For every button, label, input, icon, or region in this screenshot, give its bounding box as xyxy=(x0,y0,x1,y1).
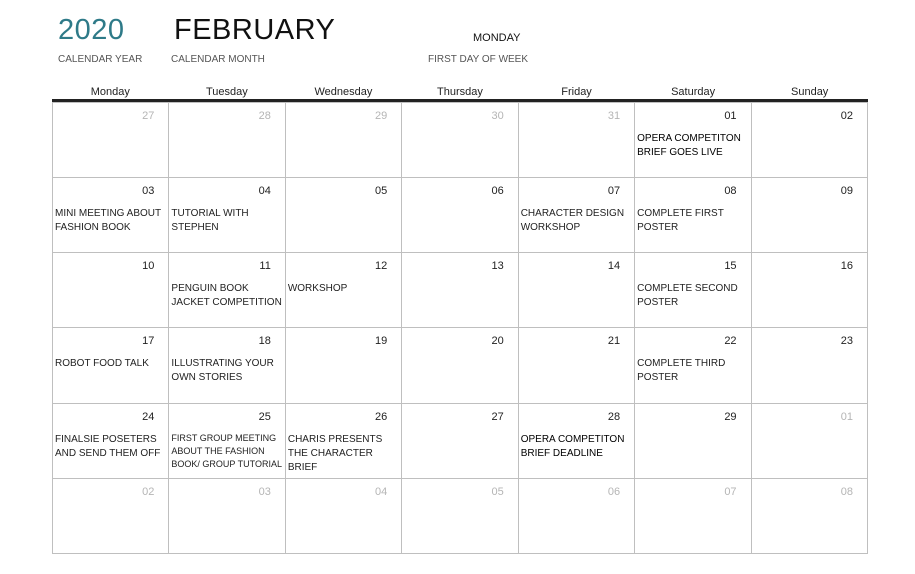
day-number: 28 xyxy=(258,110,271,122)
day-number: 29 xyxy=(724,410,737,423)
day-number: 30 xyxy=(491,110,504,122)
day-cell[interactable] xyxy=(519,252,635,327)
day-cell[interactable] xyxy=(286,102,402,177)
day-number: 18 xyxy=(258,335,271,348)
day-cell[interactable] xyxy=(286,252,402,327)
day-cell[interactable] xyxy=(635,478,751,553)
weekday-monday: Monday xyxy=(90,86,130,98)
day-cell[interactable] xyxy=(53,102,169,177)
day-cell[interactable] xyxy=(752,327,868,402)
day-number: 17 xyxy=(142,335,155,348)
day-number: 02 xyxy=(840,110,853,122)
day-cell[interactable] xyxy=(402,327,518,402)
day-number: 01 xyxy=(840,410,853,423)
day-number: 20 xyxy=(491,335,504,348)
day-number: 15 xyxy=(724,260,737,273)
day-cell[interactable] xyxy=(752,177,868,252)
event-text[interactable]: PENGUIN BOOK JACKET COMPETITION xyxy=(171,283,282,309)
day-number: 27 xyxy=(491,410,504,423)
day-cell[interactable] xyxy=(402,177,518,252)
day-cell[interactable] xyxy=(519,403,635,478)
day-cell[interactable] xyxy=(169,403,285,478)
day-cell[interactable] xyxy=(286,177,402,252)
day-number: 31 xyxy=(607,110,621,122)
day-number: 07 xyxy=(607,185,621,198)
day-cell[interactable] xyxy=(402,252,518,327)
day-number: 08 xyxy=(840,485,853,498)
day-cell[interactable] xyxy=(635,102,751,177)
day-number: 27 xyxy=(142,110,155,122)
day-cell[interactable] xyxy=(53,252,169,327)
day-number: 03 xyxy=(258,485,271,498)
event-text[interactable]: OPERA COMPETITON BRIEF GOES LIVE xyxy=(637,133,741,158)
day-number: 05 xyxy=(375,185,388,198)
day-cell[interactable] xyxy=(286,327,402,402)
day-cell[interactable] xyxy=(169,102,285,177)
day-cell[interactable] xyxy=(53,327,169,402)
day-cell[interactable] xyxy=(169,478,285,553)
day-number: 28 xyxy=(607,410,621,423)
day-cell[interactable] xyxy=(53,478,169,553)
first-day-of-week[interactable]: MONDAY xyxy=(473,32,521,44)
day-number: 05 xyxy=(491,485,504,498)
day-cell[interactable] xyxy=(286,403,402,478)
calendar-year[interactable]: 2020 xyxy=(58,14,125,46)
day-number: 07 xyxy=(724,485,737,498)
event-text[interactable]: WORKSHOP xyxy=(287,283,348,295)
event-text[interactable]: FINALSIE POSETERS AND SEND THEM OFF xyxy=(55,433,161,459)
calendar-grid xyxy=(52,102,868,554)
day-cell[interactable] xyxy=(402,478,518,553)
event-text[interactable]: COMPLETE SECOND POSTER xyxy=(637,283,738,309)
day-number: 26 xyxy=(375,410,388,423)
day-number: 14 xyxy=(607,260,621,273)
day-number: 03 xyxy=(142,185,155,198)
weekday-tuesday: Tuesday xyxy=(205,86,248,98)
day-cell[interactable] xyxy=(752,252,868,327)
event-text[interactable]: FIRST GROUP MEETING ABOUT THE FASHION BOOK/ GROUP TUTORIAL xyxy=(171,432,282,469)
day-cell[interactable] xyxy=(169,177,285,252)
event-text[interactable]: ROBOT FOOD TALK xyxy=(55,358,149,370)
event-text[interactable]: COMPLETE THIRD POSTER xyxy=(637,358,726,384)
day-cell[interactable] xyxy=(286,478,402,553)
day-number: 12 xyxy=(375,260,388,273)
day-number: 09 xyxy=(840,185,853,198)
day-number: 11 xyxy=(259,260,271,273)
event-text[interactable]: TUTORIAL WITH STEPHEN xyxy=(171,208,249,234)
day-cell[interactable] xyxy=(519,102,635,177)
day-number: 19 xyxy=(375,335,388,348)
day-number: 06 xyxy=(607,485,621,498)
event-text[interactable]: OPERA COMPETITON BRIEF DEADLINE xyxy=(520,433,625,459)
day-cell[interactable] xyxy=(752,102,868,177)
day-number: 21 xyxy=(607,335,621,348)
day-cell[interactable] xyxy=(53,177,169,252)
event-text[interactable]: MINI MEETING ABOUT FASHION BOOK xyxy=(55,208,161,234)
day-number: 13 xyxy=(491,260,504,273)
day-number: 23 xyxy=(840,335,853,348)
day-number: 29 xyxy=(375,110,388,122)
weekday-saturday: Saturday xyxy=(671,86,716,98)
weekday-header-row xyxy=(52,86,868,100)
day-cell[interactable] xyxy=(635,177,751,252)
day-number: 16 xyxy=(840,260,853,273)
day-number: 22 xyxy=(724,335,737,348)
day-cell[interactable] xyxy=(519,177,635,252)
weekday-wednesday: Wednesday xyxy=(314,86,373,98)
day-cell[interactable] xyxy=(635,403,751,478)
day-number: 01 xyxy=(724,110,737,122)
weekday-friday: Friday xyxy=(561,86,592,98)
day-cell[interactable] xyxy=(519,478,635,553)
day-cell[interactable] xyxy=(53,403,169,478)
day-number: 02 xyxy=(142,485,155,498)
day-number: 04 xyxy=(375,485,388,498)
day-cell[interactable] xyxy=(752,478,868,553)
day-number: 24 xyxy=(142,410,155,423)
day-cell[interactable] xyxy=(519,327,635,402)
event-text[interactable]: COMPLETE FIRST POSTER xyxy=(637,208,724,234)
day-cell[interactable] xyxy=(635,252,751,327)
day-cell[interactable] xyxy=(169,252,285,327)
calendar-month-label: CALENDAR MONTH xyxy=(171,54,265,65)
weekday-sunday: Sunday xyxy=(791,86,829,98)
weekday-thursday: Thursday xyxy=(437,86,483,98)
calendar-month[interactable]: FEBRUARY xyxy=(174,14,336,46)
day-number: 04 xyxy=(258,185,271,198)
day-cell[interactable] xyxy=(169,327,285,402)
day-cell[interactable] xyxy=(402,403,518,478)
day-cell[interactable] xyxy=(752,403,868,478)
day-cell[interactable] xyxy=(402,102,518,177)
first-day-of-week-label: FIRST DAY OF WEEK xyxy=(428,54,529,65)
day-number: 10 xyxy=(142,260,155,273)
day-cell[interactable] xyxy=(635,327,751,402)
day-number: 25 xyxy=(258,410,271,423)
day-number: 06 xyxy=(491,185,504,198)
event-text[interactable]: ILLUSTRATING YOUR OWN STORIES xyxy=(171,358,274,384)
calendar-year-label: CALENDAR YEAR xyxy=(58,54,143,65)
day-number: 08 xyxy=(724,185,737,198)
event-text[interactable]: CHARACTER DESIGN WORKSHOP xyxy=(520,208,625,234)
event-text[interactable]: CHARIS PRESENTS THE CHARACTER BRIEF xyxy=(287,433,383,473)
